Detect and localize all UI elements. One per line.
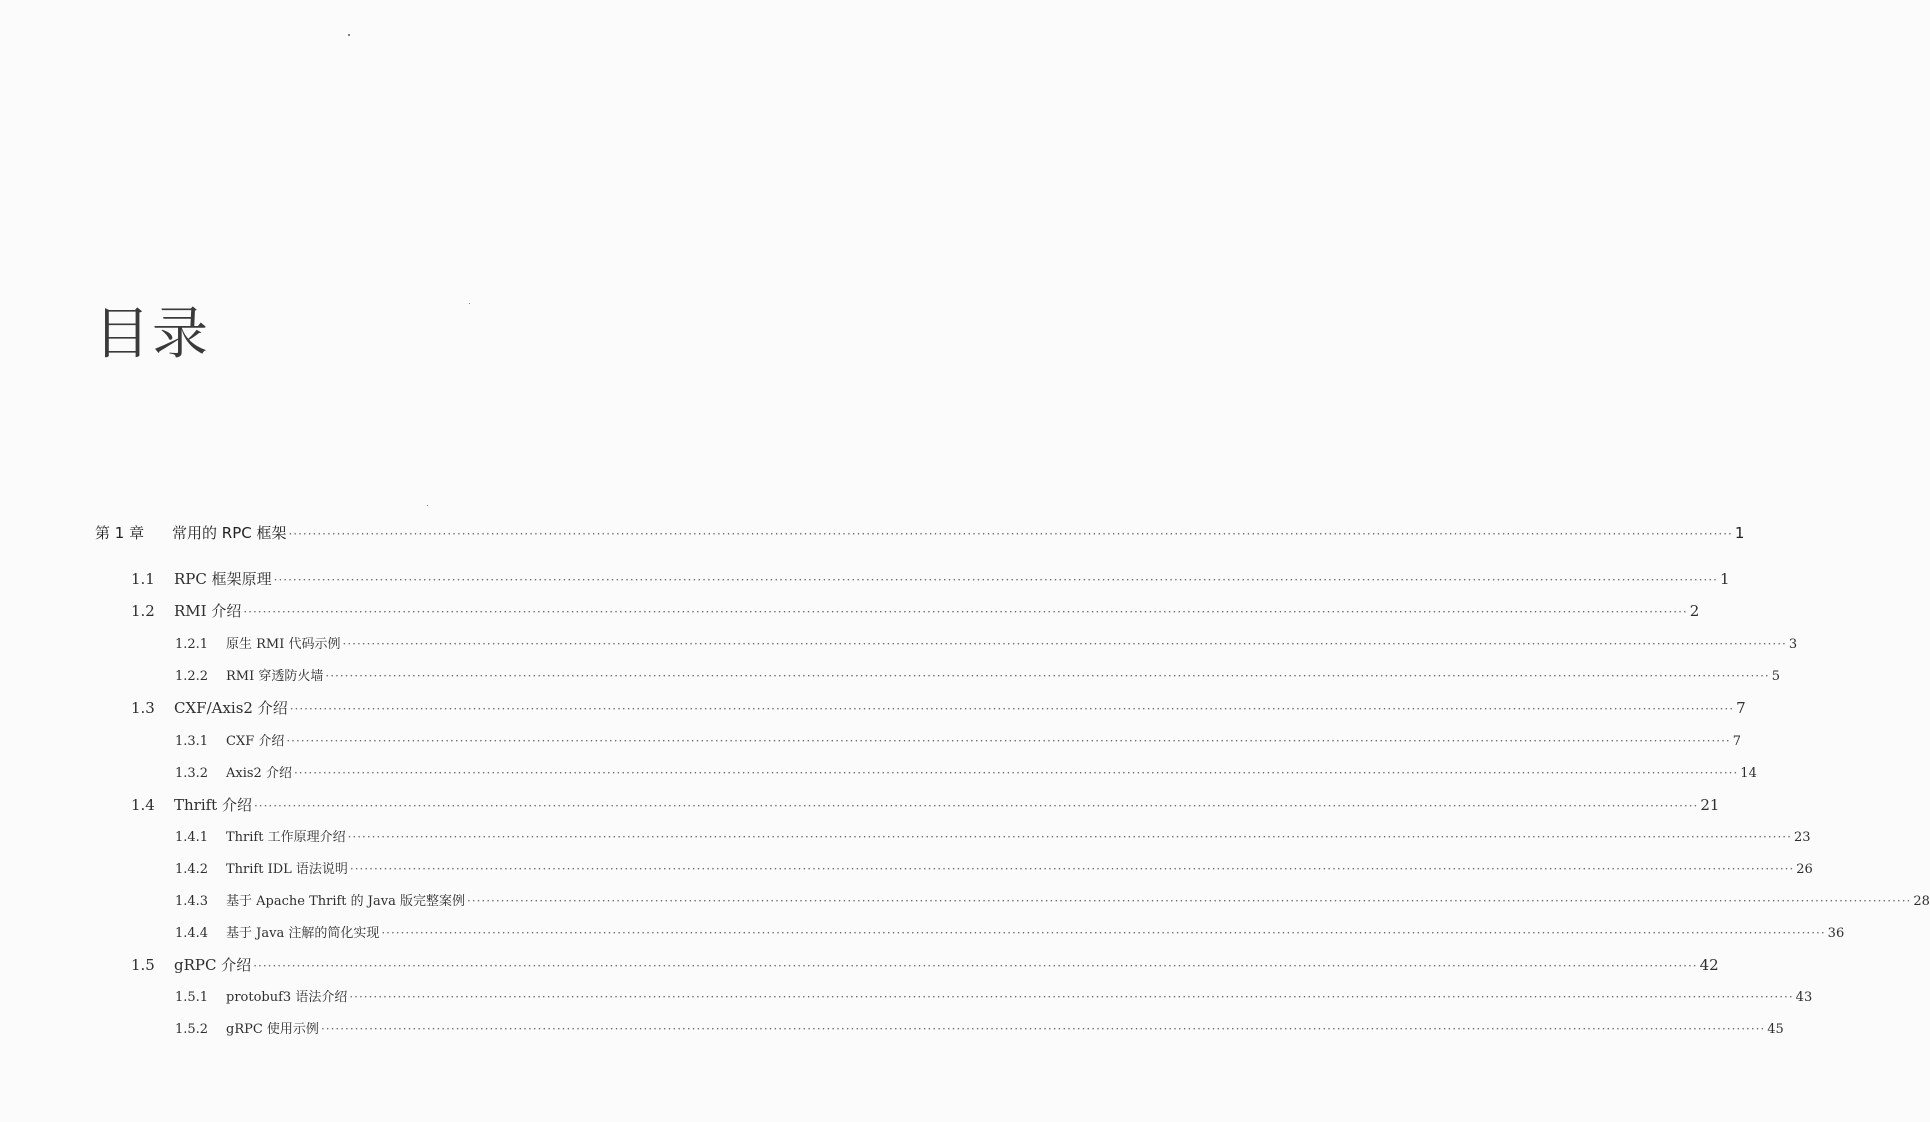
toc-entry-title: Thrift IDL 语法说明: [226, 862, 348, 877]
toc-entry-page: 3: [1788, 637, 1798, 652]
toc-entry-number: 1.2.2: [175, 669, 209, 684]
toc-entry: [0, 762, 1757, 781]
dot-leader: ············································································································································································································································································································: [286, 734, 1731, 748]
toc-entry: [0, 1018, 1784, 1037]
toc-entry: [0, 858, 1813, 877]
toc-entry-page: 26: [1796, 862, 1813, 877]
dot-leader: ············································································································································································································································································································: [349, 990, 1794, 1004]
toc-entry-page: 2: [1689, 602, 1700, 620]
toc-entry-number: 1.5: [131, 956, 155, 974]
toc-entry-page: 14: [1740, 766, 1757, 781]
toc-entry: [0, 600, 1700, 621]
toc-entry-number: 1.1: [131, 570, 155, 588]
toc-entry: [0, 697, 1746, 718]
toc-entry-number: 1.2.1: [175, 637, 209, 652]
toc-entry: [0, 568, 1730, 589]
toc-entry-page: 7: [1736, 699, 1746, 717]
dot-leader: ············································································································································································································································································································: [381, 926, 1826, 940]
toc-entry: [0, 665, 1780, 684]
dot-leader: ············································································································································································································································································································: [288, 527, 1733, 541]
toc-entry-number: 1.4.4: [175, 926, 209, 941]
toc-entry-page: 7: [1732, 734, 1741, 749]
toc-entry-page: 23: [1793, 830, 1811, 845]
toc-entry-number: 第 1 章: [95, 524, 145, 542]
dot-leader: ············································································································································································································································································································: [289, 702, 1735, 716]
toc-entry-number: 1.5.1: [175, 990, 209, 1005]
toc-entry: [0, 986, 1813, 1005]
toc-entry-number: 1.4.3: [175, 894, 209, 909]
dot-leader: ············································································································································································································································································································: [293, 766, 1739, 780]
toc-entry-title: gRPC 介绍: [174, 956, 252, 974]
toc-entry-title: Thrift 介绍: [174, 796, 252, 814]
toc-entry-number: 1.2: [131, 602, 155, 620]
dot-leader: ············································································································································································································································································································: [253, 799, 1699, 813]
toc-entry-page: 1: [1719, 570, 1730, 588]
scan-speck: [348, 34, 350, 36]
toc-entry-page: 36: [1827, 926, 1845, 941]
toc-entry-title: 原生 RMI 代码示例: [226, 637, 341, 652]
toc-entry-title: 基于 Apache Thrift 的 Java 版完整案例: [226, 894, 465, 909]
toc-entry-title: CXF 介绍: [226, 734, 285, 749]
toc-entry-title: gRPC 使用示例: [226, 1022, 319, 1037]
toc-entry-number: 1.4.1: [175, 830, 209, 845]
toc-entry-title: RPC 框架原理: [174, 570, 272, 588]
toc-entry-number: 1.3.2: [175, 766, 209, 781]
toc-entry-number: 1.4: [131, 796, 155, 814]
toc-entry: [0, 730, 1741, 749]
toc-entry: [0, 954, 1719, 975]
toc-entry-page: 43: [1795, 990, 1813, 1005]
dot-leader: ············································································································································································································································································································: [349, 862, 1795, 876]
toc-entry: [0, 890, 1930, 909]
toc-entry: [0, 522, 1745, 543]
dot-leader: ············································································································································································································································································································: [325, 669, 1770, 683]
dot-leader: ············································································································································································································································································································: [273, 573, 1718, 587]
toc-entry-title: RMI 穿透防火墙: [226, 669, 324, 684]
toc-entry-title: Thrift 工作原理介绍: [226, 830, 346, 845]
scan-speck: [469, 303, 470, 304]
toc-entry-title: 常用的 RPC 框架: [172, 524, 287, 542]
toc-entry-number: 1.4.2: [175, 862, 209, 877]
toc-entry-page: 42: [1699, 956, 1719, 974]
toc-entry: [0, 826, 1811, 845]
scan-speck: [427, 505, 428, 506]
dot-leader: ············································································································································································································································································································: [253, 959, 1698, 973]
toc-entry-page: 45: [1767, 1022, 1784, 1037]
toc-entry-title: protobuf3 语法介绍: [226, 990, 348, 1005]
toc-entry-number: 1.3.1: [175, 734, 209, 749]
toc-entry-number: 1.3: [131, 699, 155, 717]
toc-entry: [0, 922, 1845, 941]
dot-leader: ············································································································································································································································································································: [466, 894, 1912, 908]
toc-entry-title: 基于 Java 注解的简化实现: [226, 926, 380, 941]
page-title: 目录: [94, 302, 210, 367]
dot-leader: ············································································································································································································································································································: [347, 830, 1792, 844]
toc-entry-title: CXF/Axis2 介绍: [174, 699, 288, 717]
toc-entry-title: Axis2 介绍: [226, 766, 292, 781]
toc-entry: [0, 794, 1720, 815]
toc-entry-number: 1.5.2: [175, 1022, 209, 1037]
toc-entry: [0, 633, 1798, 652]
dot-leader: ············································································································································································································································································································: [342, 637, 1787, 651]
dot-leader: ············································································································································································································································································································: [243, 605, 1688, 619]
toc-entry-page: 21: [1700, 796, 1720, 814]
toc-entry-page: 28: [1913, 894, 1930, 909]
toc-entry-title: RMI 介绍: [174, 602, 242, 620]
dot-leader: ············································································································································································································································································································: [320, 1022, 1766, 1036]
toc-entry-page: 5: [1771, 669, 1780, 684]
toc-entry-page: 1: [1734, 524, 1745, 542]
